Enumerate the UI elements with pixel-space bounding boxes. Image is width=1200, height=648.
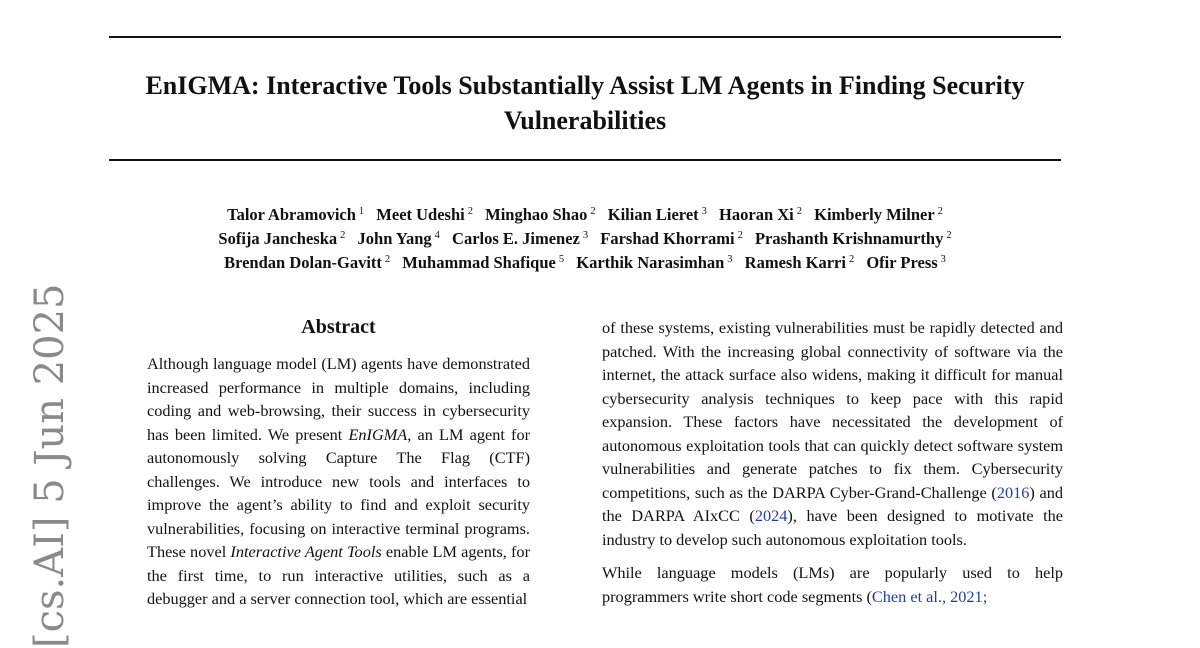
author: Muhammad Shafique $^5$	[402, 253, 565, 272]
author: Kimberly Milner $^2$	[814, 205, 943, 224]
author: Kilian Lieret $^3$	[607, 205, 707, 224]
arxiv-side-stamp: [cs.AI] 5 Jun 2025	[27, 283, 73, 648]
author: John Yang $^4$	[357, 229, 440, 248]
author: Haoran Xi $^2$	[719, 205, 802, 224]
abstract-heading: Abstract	[301, 316, 376, 338]
author: Meet Udeshi $^2$	[376, 205, 473, 224]
author: Carlos E. Jimenez $^3$	[452, 229, 589, 248]
author: Ofir Press $^3$	[866, 253, 946, 272]
citation-link[interactable]: 2024	[754, 506, 788, 525]
citation-link[interactable]: 2016	[996, 482, 1030, 502]
citation-link[interactable]: Chen et al., 2021;	[871, 586, 988, 606]
author-list	[130, 203, 1040, 275]
intro-column	[602, 316, 1063, 608]
author: Minghao Shao $^2$	[485, 205, 596, 224]
author: Prashanth Krishnamurthy $^2$	[754, 229, 952, 248]
author: Ramesh Karri $^2$	[744, 253, 855, 272]
author: Brendan Dolan-Gavitt $^2$	[224, 253, 391, 272]
author: Sofija Jancheska $^2$	[218, 229, 346, 248]
intro-paragraph: of these systems, existing vulnerabilities must be rapidly detected and patched. With the increasing global connectivity of software via the internet, the attack surface also widens, making it difficult for manual cybersecurity analysis techniques to keep pace with this rapid expansion. These factors have necessitated the development of autonomous exploitation tools that can quickly detect software system vulnerabilities and generate patches to fix them. Cybersecurity competitions, such as the DARPA Cyber-Grand-Challenge (2016) and the DARPA AIxCC (2024), have been designed to motivate the industry to develop such autonomous exploitation tools.	[602, 318, 1063, 549]
agent-name: EnIGMA	[348, 424, 408, 444]
title-bottom-rule	[109, 159, 1061, 161]
paper-title: EnIGMA: Interactive Tools Substantially Assist LM Agents in Finding Security Vulnerabilities	[145, 71, 1025, 135]
tools-term: Interactive Agent Tools	[230, 542, 382, 561]
author: Farshad Khorrami $^2$	[600, 229, 743, 248]
abstract-paragraph: Although language model (LM) agents have demonstrated increased performance in multiple domains, including coding and web-browsing, their success in cybersecurity has been limited. We present EnIGMA, an LM agent for autonomously solving Capture The Flag (CTF) challenges. We introduce new tools and interfaces to improve the agent’s ability to find and exploit security vulnerabilities, focusing on interactive terminal programs. These novel Interactive Agent Tools enable LM agents, for the first time, to run interactive utilities, such as a debugger and a server connection tool, which are essential	[147, 354, 531, 608]
author: Talor Abramovich $^1$	[227, 205, 365, 224]
intro-paragraph: While language models (LMs) are popularly used to help programmers write short code segments (Chen et al., 2021;	[602, 563, 1063, 606]
title-top-rule	[109, 36, 1061, 38]
author: Karthik Narasimhan $^3$	[576, 253, 733, 272]
